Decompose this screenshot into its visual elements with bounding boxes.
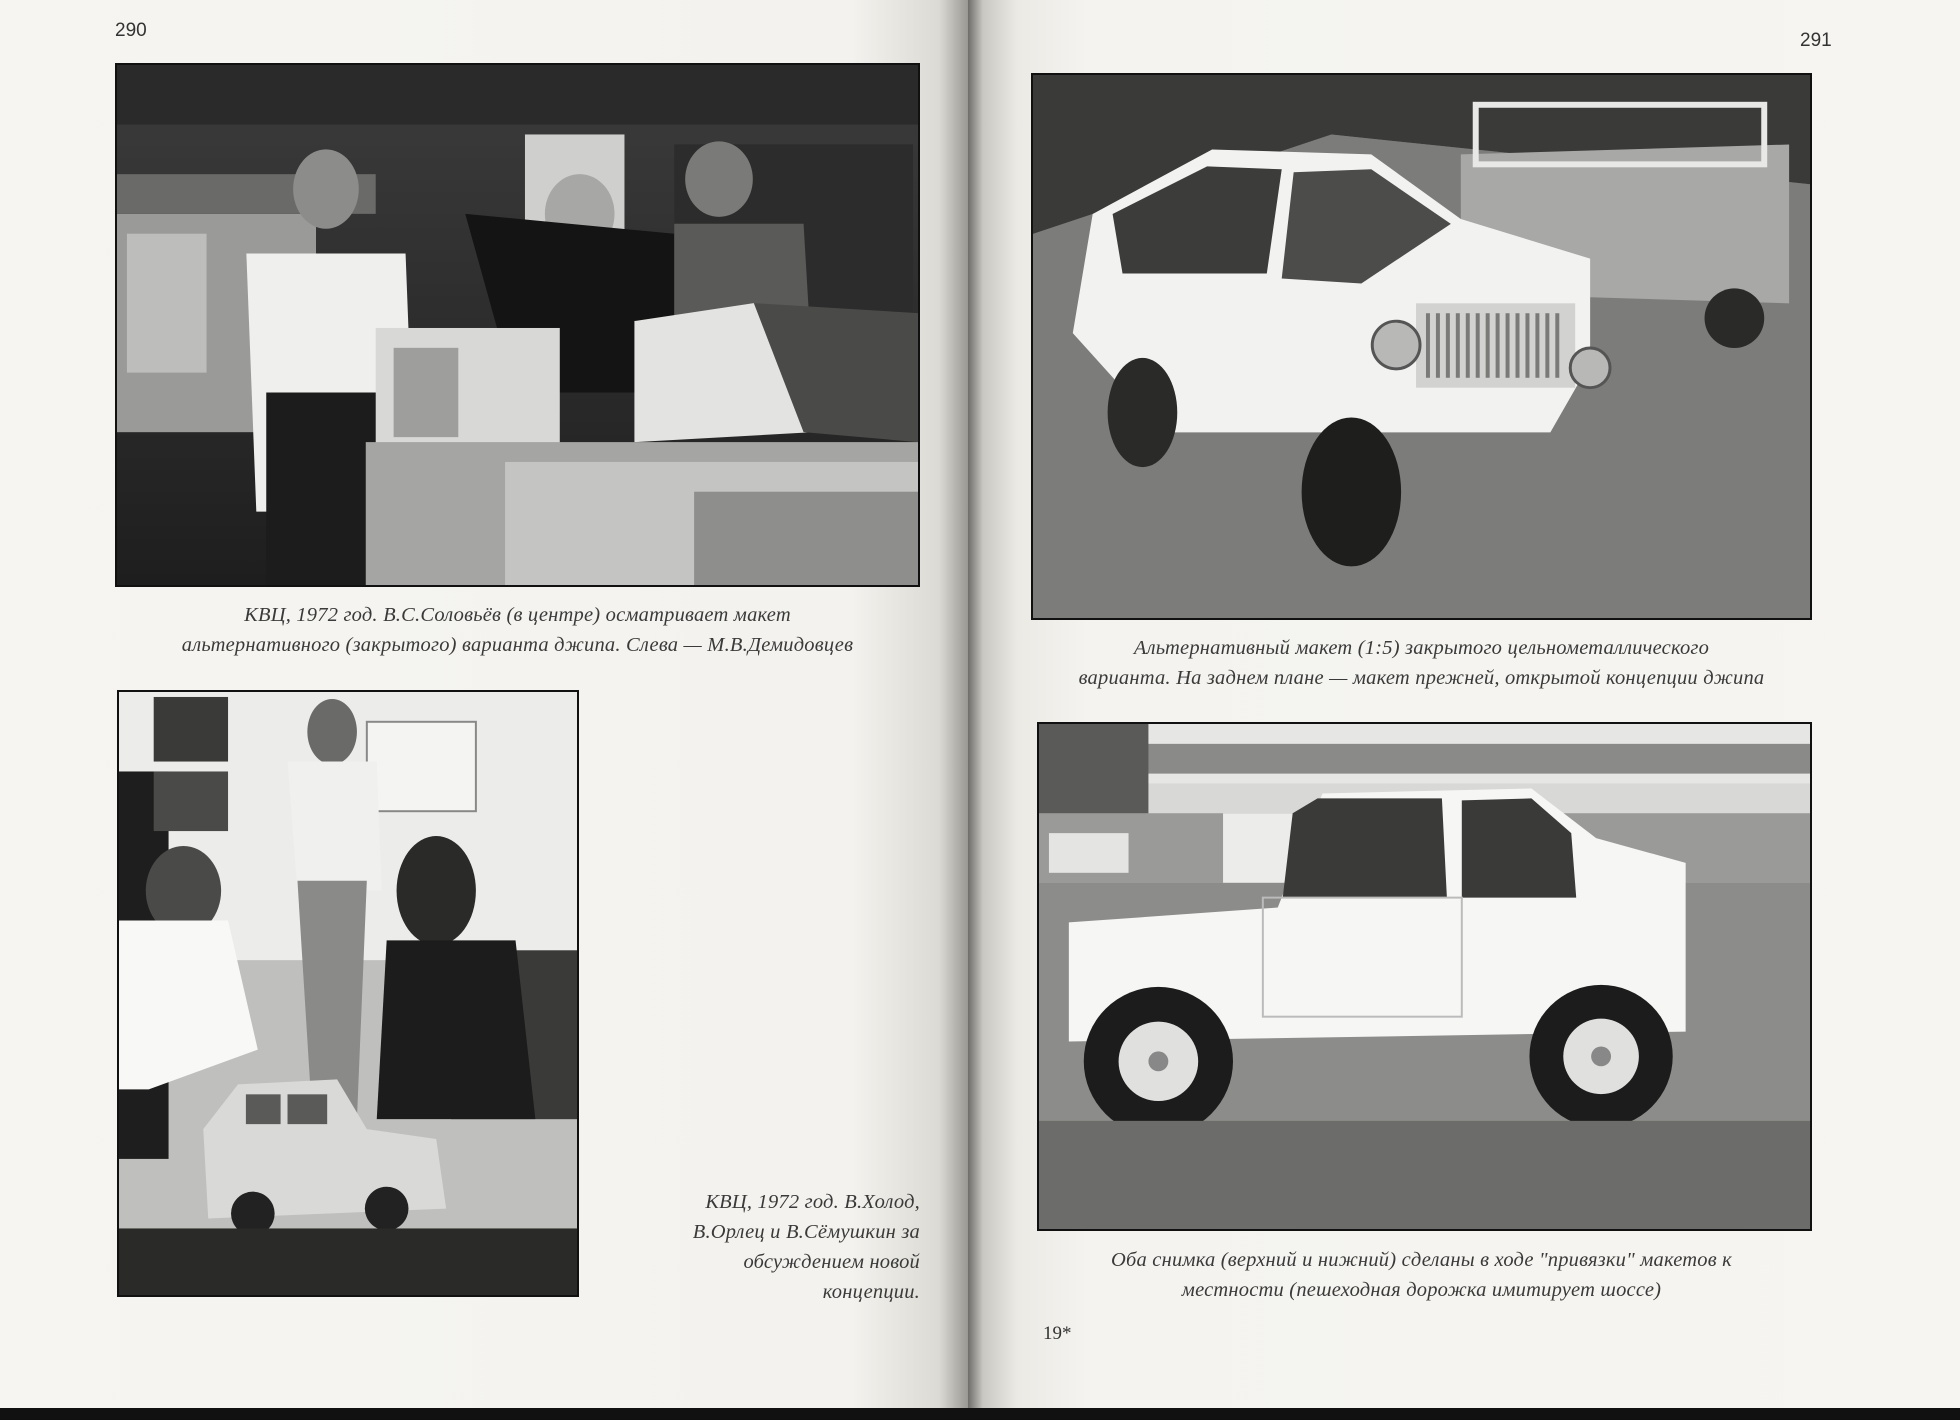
left-page [0,0,968,1408]
sheet-signature-mark: 19* [1043,1323,1072,1344]
caption-photo-side-view [1031,1245,1812,1305]
caption-line: Альтернативный макет (1:5) закрытого цельнометаллического [1133,637,1710,659]
caption-line: концепции. [822,1281,920,1303]
photo-side-view-mockup [1037,722,1812,1231]
photo-workshop-mockup-inspection [115,63,920,587]
page-number-left: 290 [115,20,147,41]
photo-closed-mockup [1031,73,1812,620]
caption-line: КВЦ, 1972 год. В.Холод, [705,1191,920,1213]
caption-line: Оба снимка (верхний и нижний) сделаны в ходе "привязки" макетов к [1111,1249,1732,1271]
right-page [968,0,1960,1408]
page-number-right: 291 [1800,30,1832,51]
caption-photo-workshop [115,600,920,660]
caption-line: варианта. На заднем плане — макет прежней, открытой концепции джипа [1078,667,1765,689]
caption-line: В.Орлец и В.Сёмушкин за [692,1221,920,1243]
scan-bottom-edge [0,1408,1960,1420]
caption-line: местности (пешеходная дорожка имитирует шоссе) [1181,1279,1662,1301]
caption-line: альтернативного (закрытого) варианта джипа. Слева — М.В.Демидовцев [181,634,854,656]
photo-team-discussion [117,690,579,1297]
caption-photo-closed-mockup [1031,633,1812,693]
photo-discussion-image [119,692,577,1295]
photo-workshop-image [117,65,918,585]
caption-photo-discussion [600,1187,920,1307]
photo-side-view-image [1039,724,1810,1229]
photo-closed-mockup-image [1033,75,1810,618]
caption-line: КВЦ, 1972 год. В.С.Соловьёв (в центре) осматривает макет [244,604,791,626]
caption-line: обсуждением новой [743,1251,920,1273]
